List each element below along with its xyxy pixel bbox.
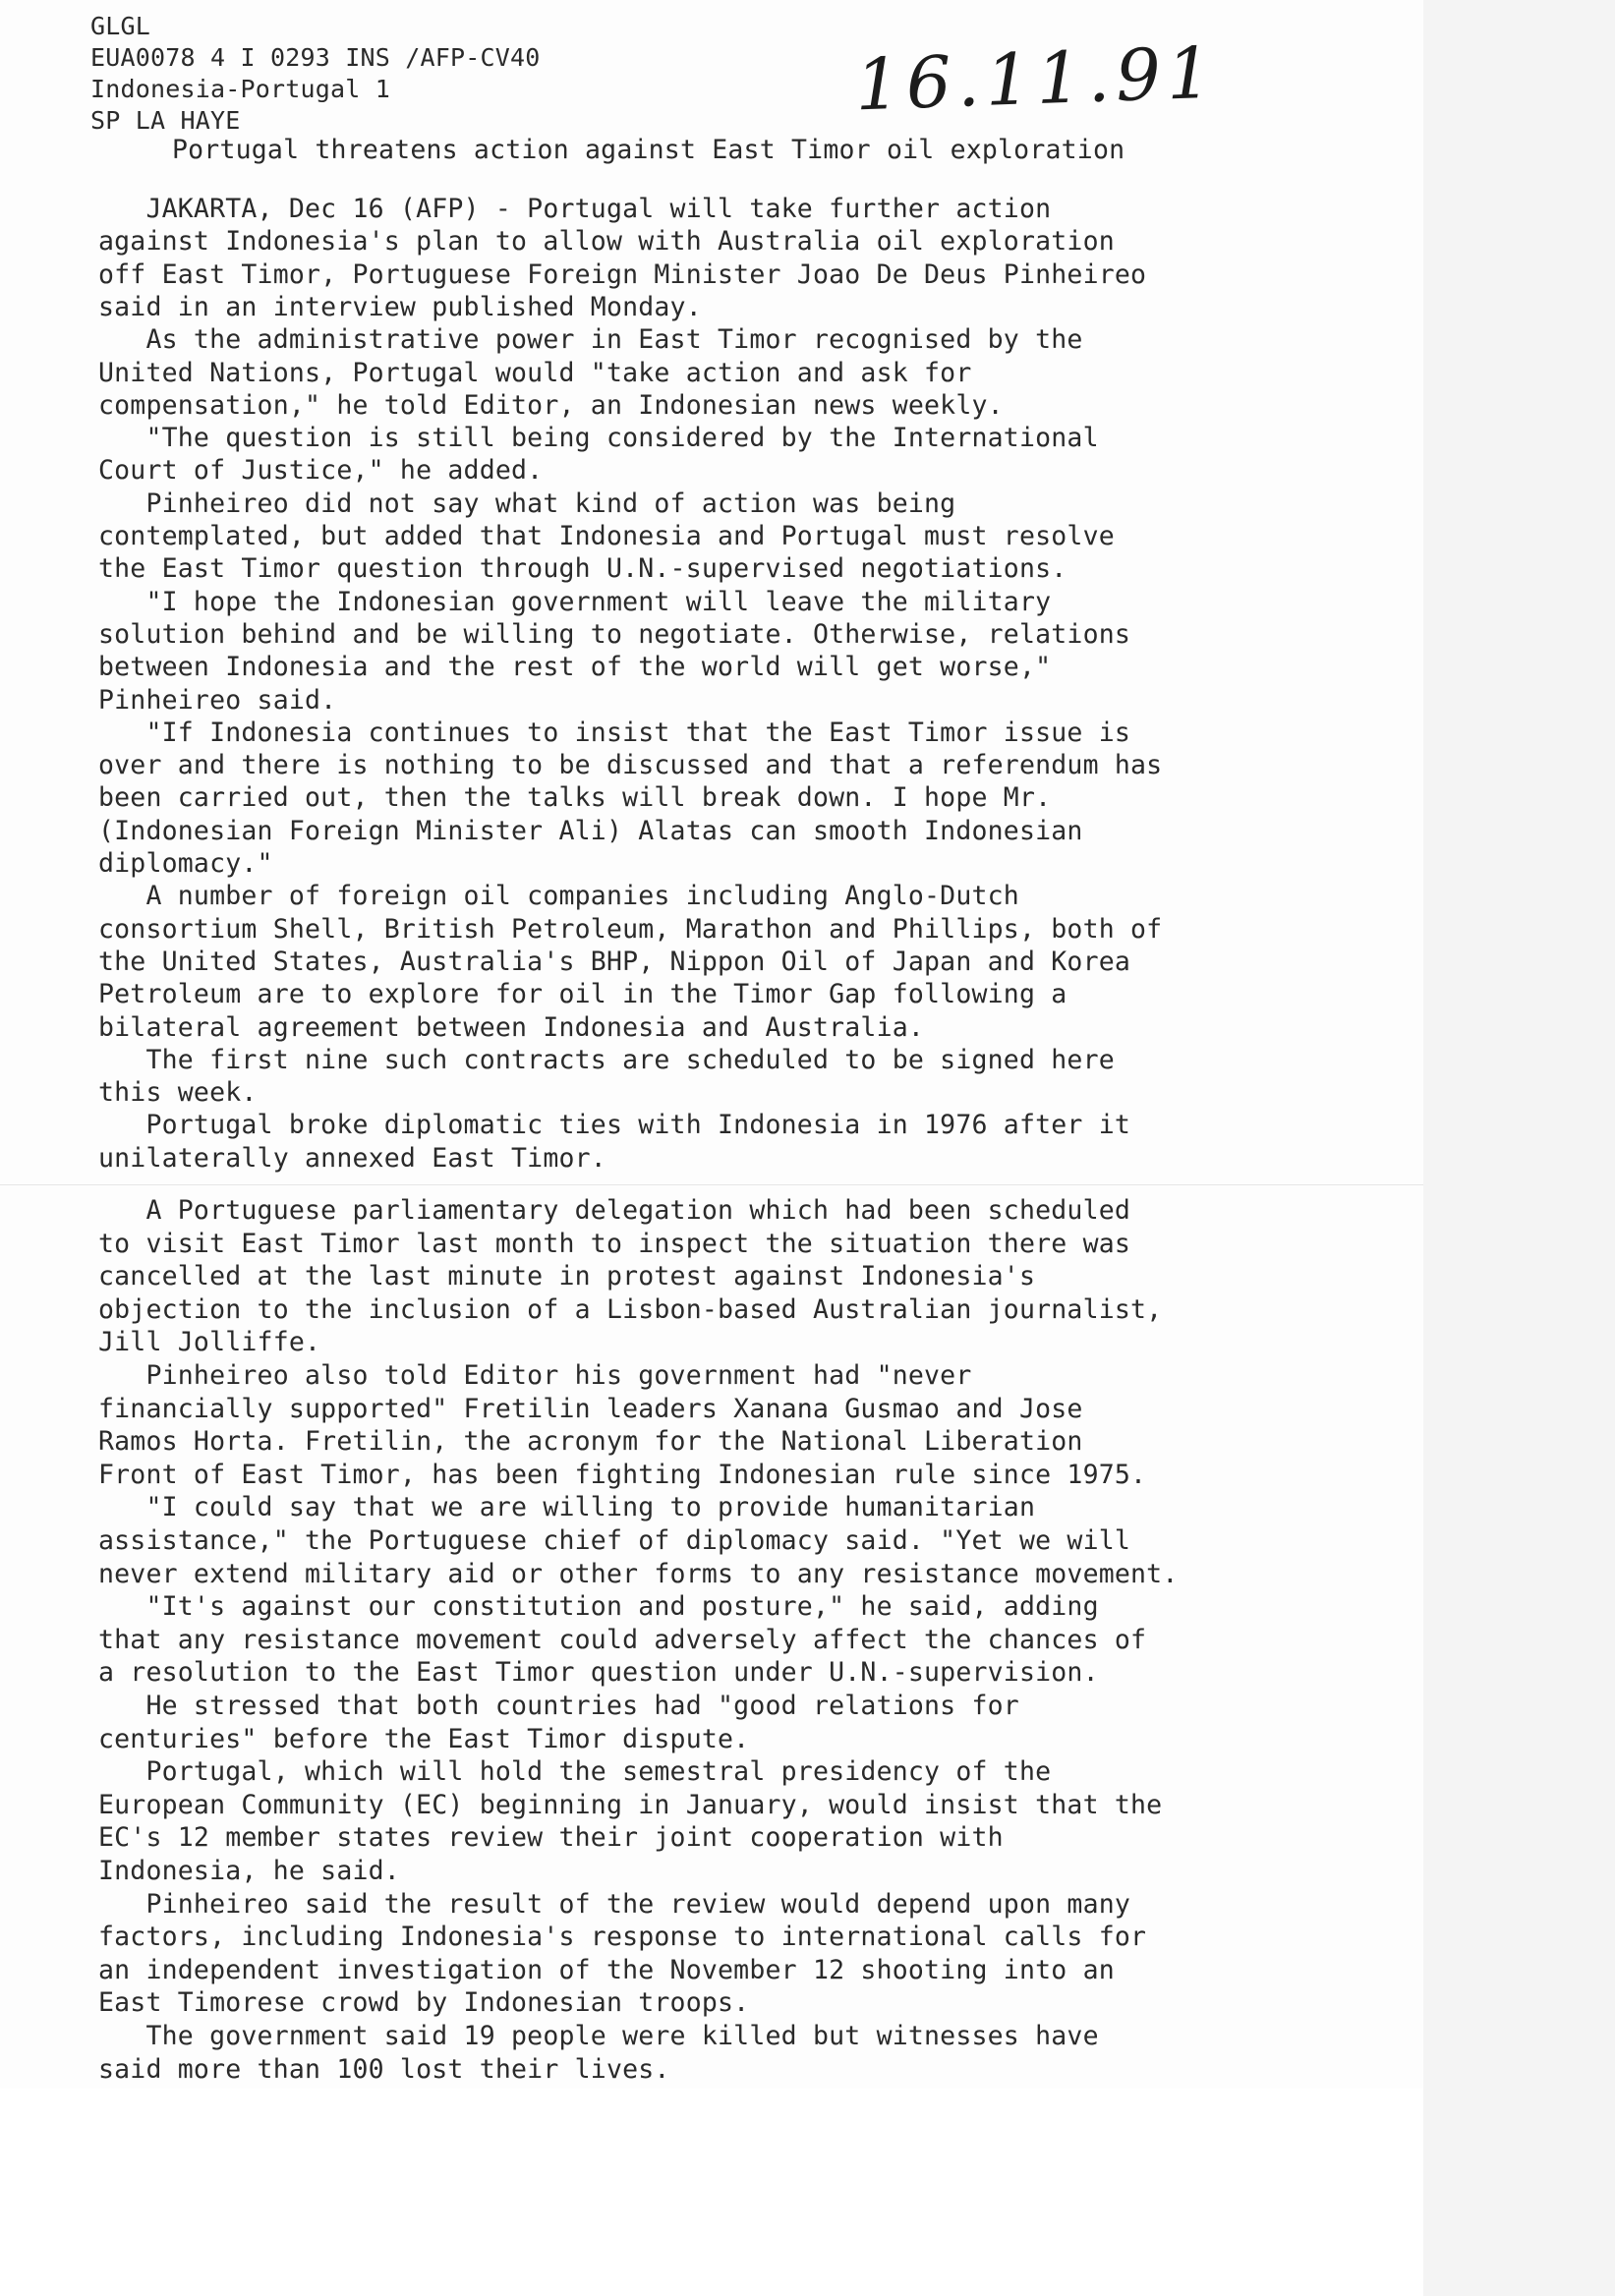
- body-line: United Nations, Portugal would "take action and ask for: [98, 357, 972, 388]
- header-line-3: Indonesia-Portugal 1: [90, 75, 391, 103]
- body-line: said more than 100 lost their lives.: [98, 2053, 670, 2085]
- body-line: over and there is nothing to be discussed and that a referendum has: [98, 750, 1163, 781]
- clipping-bottom: [0, 1184, 1423, 2090]
- body-line: "It's against our constitution and posture," he said, adding: [98, 1591, 1099, 1623]
- body-line: "I could say that we are willing to provide humanitarian: [98, 1492, 1036, 1523]
- body-line: Petroleum are to explore for oil in the Timor Gap following a: [98, 979, 1067, 1010]
- body-line: diplomacy.": [98, 848, 273, 879]
- body-line: cancelled at the last minute in protest against Indonesia's: [98, 1261, 1036, 1292]
- body-line: said in an interview published Monday.: [98, 291, 702, 322]
- body-line: "The question is still being considered by the International: [98, 423, 1099, 454]
- body-line: that any resistance movement could adversely affect the chances of: [98, 1624, 1147, 1655]
- body-line: He stressed that both countries had "good relations for: [98, 1691, 1019, 1721]
- body-line: Pinheireo also told Editor his government had "never: [98, 1360, 972, 1391]
- body-line: the East Timor question through U.N.-supervised negotiations.: [98, 553, 1067, 585]
- header-line-1: GLGL: [90, 12, 151, 40]
- handwritten-date: 16.11.91: [853, 30, 1219, 127]
- body-line: European Community (EC) beginning in January, would insist that the: [98, 1789, 1163, 1820]
- body-line: factors, including Indonesia's response to international calls for: [98, 1922, 1147, 1953]
- headline: Portugal threatens action against East Timor oil exploration: [172, 135, 1125, 165]
- body-line: The government said 19 people were killed but witnesses have: [98, 2021, 1099, 2051]
- body-line: to visit East Timor last month to inspect the situation there was: [98, 1228, 1131, 1259]
- body-line: Indonesia, he said.: [98, 1856, 400, 1886]
- body-line: Front of East Timor, has been fighting Indonesian rule since 1975.: [98, 1459, 1147, 1490]
- body-line: Court of Justice," he added.: [98, 455, 544, 487]
- body-line: Pinheireo said the result of the review would depend upon many: [98, 1888, 1131, 1920]
- body-line: unilaterally annexed East Timor.: [98, 1142, 606, 1174]
- body-line: Portugal broke diplomatic ties with Indonesia in 1976 after it: [98, 1110, 1131, 1141]
- body-line: an independent investigation of the November 12 shooting into an: [98, 1954, 1115, 1985]
- body-line: (Indonesian Foreign Minister Ali) Alatas can smooth Indonesian: [98, 815, 1083, 846]
- body-line: East Timorese crowd by Indonesian troops.: [98, 1987, 750, 2019]
- body-line: never extend military aid or other forms to any resistance movement.: [98, 1558, 1179, 1589]
- body-line: Pinheireo said.: [98, 684, 337, 716]
- body-line: a resolution to the East Timor question under U.N.-supervision.: [98, 1657, 1099, 1689]
- body-line: the United States, Australia's BHP, Nippon Oil of Japan and Korea: [98, 946, 1131, 977]
- header-line-2: EUA0078 4 I 0293 INS /AFP-CV40: [90, 43, 541, 72]
- body-line: consortium Shell, British Petroleum, Marathon and Phillips, both of: [98, 913, 1163, 945]
- body-line: Jill Jolliffe.: [98, 1327, 321, 1358]
- body-line: compensation," he told Editor, an Indonesian news weekly.: [98, 389, 1004, 421]
- clipping-top: [0, 0, 1423, 1184]
- body-line: JAKARTA, Dec 16 (AFP) - Portugal will take further action: [98, 194, 1052, 224]
- body-line: centuries" before the East Timor dispute.: [98, 1723, 750, 1754]
- body-line: A number of foreign oil companies including Anglo-Dutch: [98, 881, 1019, 912]
- body-line: "I hope the Indonesian government will leave the military: [98, 586, 1052, 617]
- body-line: objection to the inclusion of a Lisbon-based Australian journalist,: [98, 1293, 1163, 1325]
- body-line: financially supported" Fretilin leaders Xanana Gusmao and Jose: [98, 1393, 1083, 1424]
- body-line: solution behind and be willing to negotiate. Otherwise, relations: [98, 618, 1131, 650]
- body-line: bilateral agreement between Indonesia and Australia.: [98, 1011, 925, 1043]
- body-line: "If Indonesia continues to insist that the East Timor issue is: [98, 717, 1131, 748]
- body-line: Ramos Horta. Fretilin, the acronym for the National Liberation: [98, 1426, 1083, 1458]
- body-line: assistance," the Portuguese chief of diplomacy said. "Yet we will: [98, 1525, 1131, 1556]
- body-line: Pinheireo did not say what kind of action was being: [98, 488, 956, 519]
- body-line: against Indonesia's plan to allow with Australia oil exploration: [98, 226, 1115, 258]
- scan-right-margin: [1423, 0, 1615, 2296]
- body-line: The first nine such contracts are scheduled to be signed here: [98, 1044, 1115, 1075]
- body-line: Portugal, which will hold the semestral presidency of the: [98, 1756, 1052, 1788]
- body-line: off East Timor, Portuguese Foreign Minister Joao De Deus Pinheireo: [98, 258, 1147, 290]
- body-line: As the administrative power in East Timor recognised by the: [98, 324, 1083, 356]
- body-line: EC's 12 member states review their joint cooperation with: [98, 1822, 1004, 1854]
- body-line: between Indonesia and the rest of the world will get worse,": [98, 652, 1052, 683]
- body-line: A Portuguese parliamentary delegation which had been scheduled: [98, 1195, 1131, 1226]
- body-line: this week.: [98, 1077, 258, 1109]
- body-line: contemplated, but added that Indonesia and Portugal must resolve: [98, 521, 1115, 551]
- header-line-4: SP LA HAYE: [90, 106, 241, 135]
- body-line: been carried out, then the talks will break down. I hope Mr.: [98, 782, 1052, 814]
- page-bottom-blank: [0, 2089, 1423, 2296]
